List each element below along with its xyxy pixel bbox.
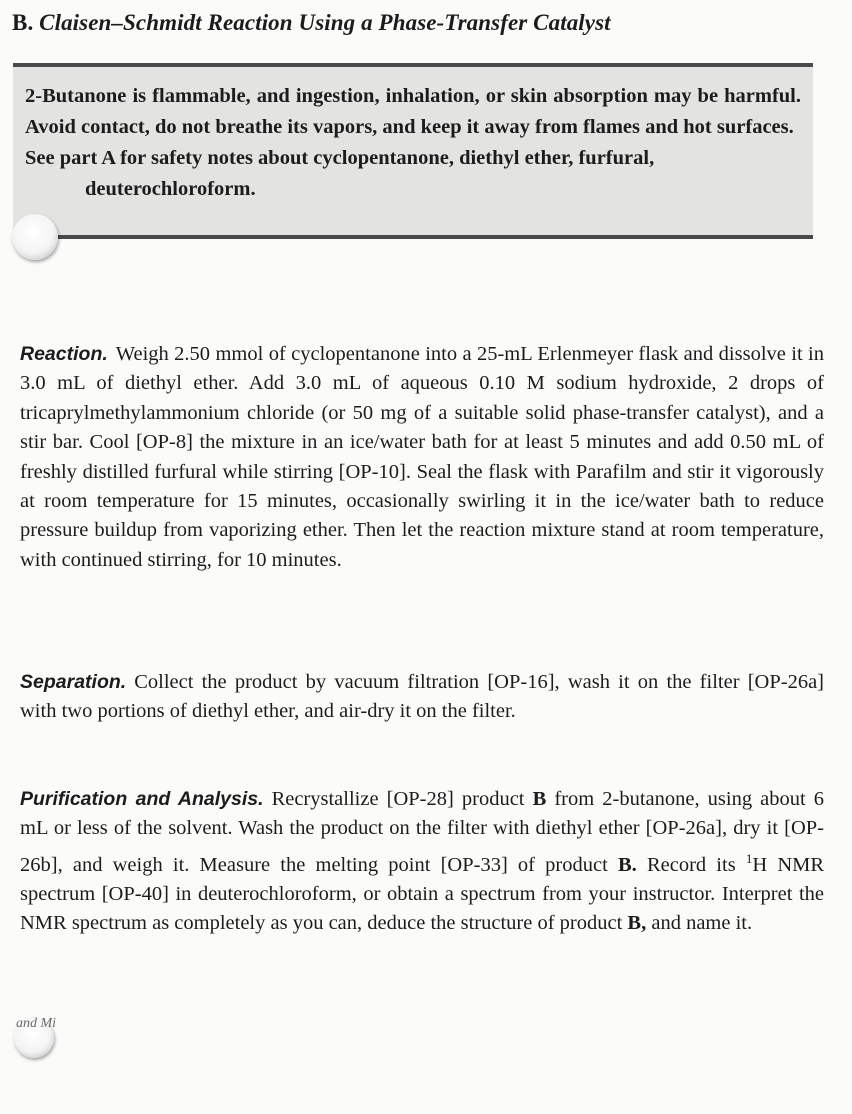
hole-punch-top — [12, 214, 58, 260]
purification-text-2: from 2-butanone, using about 6 mL or less of the solvent. Wash the product on the filter with diethyl ether [OP-26a], dry it [OP-26b], and weigh it. Measure the melting point [OP-33] of product — [20, 788, 825, 876]
safety-note-part-a: See part A for safety notes about cyclopentanone, diethyl ether, furfural, — [25, 147, 655, 169]
reaction-heading: Reaction. — [20, 343, 108, 365]
section-label: B. — [12, 10, 34, 35]
separation-heading: Separation. — [20, 671, 127, 693]
section-title-text: Claisen–Schmidt Reaction Using a Phase-Transfer Catalyst — [39, 10, 611, 35]
safety-box — [13, 63, 813, 239]
reaction-text: Weigh 2.50 mmol of cyclopentanone into a 25-mL Erlenmeyer flask and dissolve it in 3.0 mL of diethyl ether. Add 3.0 mL of aqueous 0.10 M sodium hydroxide, 2 drops of tricaprylmethylammonium chloride (or 50 mg of a suitable solid phase-transfer catalyst), and a stir bar. Cool [OP-8] the mixture in an ice/water bath for at least 5 minutes and add 0.50 mL of freshly distilled furfural while stirring [OP-10]. Seal the flask with Parafilm and stir it vigorously at room temperature for 15 minutes, occasionally swirling it in the ice/water bath to reduce pressure buildup from vaporizing ether. Then let the reaction mixture stand at room temperature, with continued stirring, for 10 minutes. — [20, 343, 824, 571]
purification-paragraph — [20, 785, 824, 939]
product-b-ref-3: B, — [627, 912, 647, 935]
safety-note-butanone: 2-Butanone is flammable, and ingestion, inhalation, or skin absorption may be harmful. Avoid contact, do not breathe its vapors, and keep it away from flames and hot surfaces. — [25, 85, 801, 138]
product-b-ref-1: B — [532, 788, 547, 810]
product-b-ref-2: B. — [617, 853, 637, 876]
purification-text-1: Recrystallize [OP-28] product — [271, 788, 525, 810]
footer-mark: and Mi — [16, 1016, 57, 1031]
purification-text-5: and name it. — [651, 912, 753, 935]
nmr-superscript: 1 — [745, 850, 753, 866]
reaction-paragraph — [20, 340, 824, 575]
purification-heading: Purification and Analysis. — [20, 788, 264, 810]
separation-text: Collect the product by vacuum filtration [OP-16], wash it on the filter [OP-26a] with two portions of diethyl ether, and air-dry it on the filter. — [20, 671, 824, 723]
safety-note-part-a-continued: deuterochloroform. — [85, 178, 256, 200]
section-title — [12, 10, 611, 36]
purification-text-3: Record its — [646, 853, 736, 876]
separation-paragraph — [20, 668, 824, 727]
purification-text-4: H NMR spectrum [OP-40] in deuterochloroform, or obtain a spectrum from your instructor. Interpret the NMR spectrum as completely as you can, deduce the structure of product — [20, 853, 825, 935]
